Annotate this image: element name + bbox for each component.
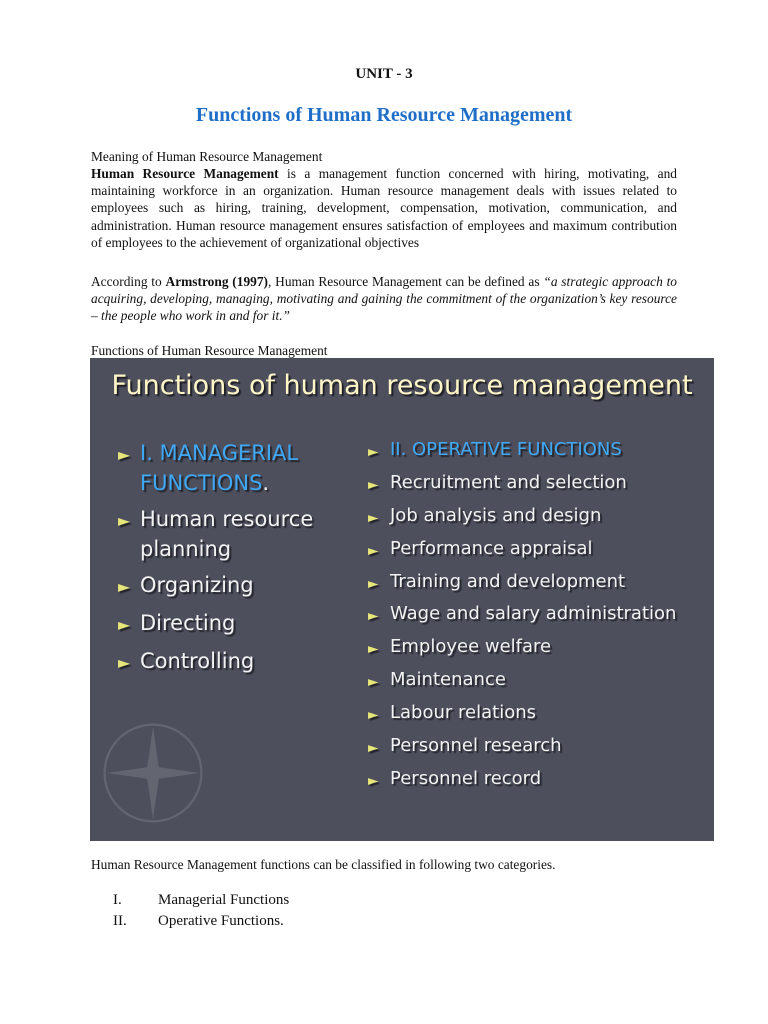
- triangle-bullet-icon: ►: [368, 674, 379, 691]
- list-item: [368, 471, 708, 497]
- operative-heading: [368, 438, 708, 464]
- triangle-bullet-icon: ►: [368, 509, 379, 526]
- operative-heading-label: II. OPERATIVE FUNCTIONS: [390, 439, 622, 460]
- list-item: [113, 911, 289, 932]
- triangle-bullet-icon: ►: [368, 608, 379, 625]
- definition-paragraph: [91, 165, 677, 251]
- according-middle: , Human Resource Management can be defined as: [268, 274, 544, 289]
- list-item: [368, 635, 708, 661]
- armstrong-quote: “a strategic approach to acquiring, developing, managing, motivating and gaining the commitment of the organization’s key resource – the people who work in and for it.”: [91, 274, 677, 324]
- managerial-heading: [118, 438, 358, 498]
- armstrong-citation: Armstrong (1997): [165, 274, 269, 289]
- triangle-bullet-icon: ►: [118, 653, 131, 672]
- operative-item-label: Wage and salary administration: [390, 603, 677, 625]
- list-item: [118, 570, 358, 602]
- list-item: [118, 504, 358, 564]
- triangle-bullet-icon: ►: [368, 740, 379, 757]
- triangle-bullet-icon: ►: [368, 641, 379, 658]
- according-prefix: According to: [91, 274, 166, 289]
- triangle-bullet-icon: ►: [368, 476, 379, 493]
- managerial-item-label: Organizing: [140, 573, 254, 597]
- managerial-item-label: Human resource planning: [140, 507, 314, 561]
- operative-item-label: Personnel research: [390, 735, 562, 757]
- list-item: [368, 504, 708, 530]
- list-item: [368, 602, 708, 628]
- operative-item-label: Employee welfare: [390, 636, 552, 658]
- list-item: [118, 646, 358, 678]
- definition-term: Human Resource Management: [91, 166, 279, 181]
- operative-item-label: Labour relations: [390, 702, 536, 724]
- operative-item-label: Performance appraisal: [390, 537, 593, 559]
- list-item: [368, 701, 708, 727]
- definition-text: is a management function concerned with hiring, motivating, and maintaining workforce in an organization. Human resource management deals with issues related to employees such as hiring, training, development, compensation, motivation, communication, and administration. Human resource management ensures satisfaction of employees and maximum contribution of employees to the achievement of organizational objectives: [91, 166, 677, 250]
- managerial-item-label: Directing: [140, 611, 236, 635]
- operative-item-label: Recruitment and selection: [390, 471, 627, 493]
- categories-list: [113, 890, 289, 932]
- managerial-item-label: Controlling: [140, 649, 255, 673]
- category-label: Managerial Functions: [158, 892, 290, 908]
- managerial-heading-suffix: .: [262, 471, 270, 495]
- category-label: Operative Functions.: [158, 913, 284, 929]
- operative-item-label: Personnel record: [390, 767, 542, 789]
- triangle-bullet-icon: ►: [118, 445, 131, 464]
- operative-item-label: Maintenance: [390, 669, 506, 691]
- list-item: [118, 608, 358, 640]
- page-title: Functions of Human Resource Management: [195, 104, 573, 126]
- classification-sentence: Human Resource Management functions can be classified in following two categories.: [91, 857, 556, 872]
- list-item: [368, 767, 708, 793]
- compass-watermark-icon: [98, 718, 208, 828]
- armstrong-paragraph: [91, 273, 677, 325]
- triangle-bullet-icon: ►: [118, 511, 131, 530]
- managerial-heading-label: I. MANAGERIAL FUNCTIONS: [140, 441, 299, 495]
- list-item: [368, 668, 708, 694]
- list-item: [368, 570, 708, 596]
- operative-item-label: Job analysis and design: [390, 504, 602, 526]
- slide-title: Functions of human resource management: [111, 370, 693, 401]
- triangle-bullet-icon: ►: [118, 577, 131, 596]
- triangle-bullet-icon: ►: [368, 542, 379, 559]
- triangle-bullet-icon: ►: [368, 772, 379, 789]
- triangle-bullet-icon: ►: [368, 575, 379, 592]
- list-item: [368, 537, 708, 563]
- roman-numeral: I.: [113, 892, 122, 908]
- operative-item-label: Training and development: [390, 570, 626, 592]
- triangle-bullet-icon: ►: [368, 444, 379, 460]
- unit-label: UNIT - 3: [355, 66, 413, 82]
- list-item: [113, 890, 289, 911]
- list-item: [368, 734, 708, 760]
- figure-caption: Functions of Human Resource Management: [91, 343, 328, 358]
- operative-functions-column: [368, 438, 708, 800]
- functions-slide-image: [90, 358, 714, 841]
- meaning-heading: Meaning of Human Resource Management: [91, 149, 323, 164]
- roman-numeral: II.: [113, 913, 127, 929]
- triangle-bullet-icon: ►: [118, 615, 131, 634]
- managerial-functions-column: [118, 438, 358, 684]
- triangle-bullet-icon: ►: [368, 707, 379, 724]
